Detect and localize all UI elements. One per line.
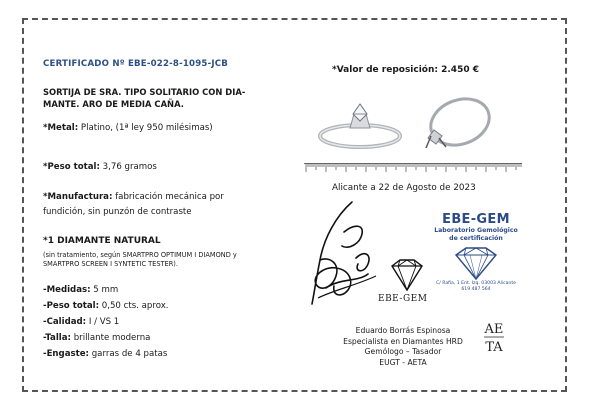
quality-value: I / VS 1	[86, 317, 120, 327]
item-description: SORTIJA DE SRA. TIPO SOLITARIO CON DIA-MANTE. ARO DE MEDIA CAÑA.	[43, 87, 246, 109]
cut-line	[43, 334, 150, 343]
signature-block	[328, 326, 478, 368]
diamond-heading: *1 DIAMANTE NATURAL	[43, 236, 161, 246]
measures-line	[43, 286, 118, 295]
cut-label: -Talla:	[43, 333, 71, 343]
weight-line	[43, 163, 157, 172]
metal-label: *Metal:	[43, 123, 79, 133]
manufacture-value: fabricación mecánica por	[112, 192, 224, 202]
signer-title: Especialista en Diamantes HRD	[343, 336, 463, 346]
ruler	[304, 154, 522, 172]
svg-text:AE: AE	[484, 322, 504, 337]
lab-subtitle-1: Laboratorio Gemológico	[434, 227, 518, 234]
certificate-number: CERTIFICADO Nº EBE-022-8-1095-JCB	[43, 59, 229, 69]
signer-affiliation: EUGT - AETA	[379, 357, 427, 367]
lab-phone: 619 487 564	[461, 287, 491, 292]
measures-value: 5 mm	[90, 285, 119, 295]
aeta-logo	[482, 318, 506, 356]
lab-address: C/ Rafia, 1 Ent. Izq. 03003 Alicante	[436, 281, 516, 286]
lab-subtitle-2: de certificación	[449, 234, 503, 242]
metal-line	[43, 124, 213, 133]
place-date: Alicante a 22 de Agosto de 2023	[332, 183, 476, 193]
diamond-icon	[386, 258, 428, 292]
measures-label: -Medidas:	[43, 285, 91, 295]
diamond-weight-value: 0,50 cts. aprox.	[99, 301, 169, 311]
diamond-weight-line	[43, 302, 169, 311]
setting-value: garras de 4 patas	[89, 349, 168, 359]
weight-value: 3,76 gramos	[99, 162, 157, 172]
metal-value: Platino, (1ª ley 950 milésimas)	[78, 123, 213, 133]
manufacture-line-2: fundición, sin punzón de contraste	[43, 207, 192, 217]
quality-label: -Calidad:	[43, 317, 87, 327]
setting-line	[43, 350, 167, 359]
lab-name: EBE-GEM	[442, 212, 510, 227]
quality-line	[43, 318, 119, 327]
diamond-weight-label: -Peso total:	[43, 301, 100, 311]
signer-name: Eduardo Borrás Espinosa	[355, 326, 451, 335]
svg-text:TA: TA	[485, 340, 503, 355]
weight-label: *Peso total:	[43, 162, 100, 172]
manufacture-line	[43, 193, 224, 202]
replacement-value: *Valor de reposición: 2.450 €	[332, 65, 479, 75]
diamond-note: (sin tratamiento, según SMARTPRO OPTIMUM I DIAMOND y SMARTPRO SCREEN I SYNTETIC TESTER).	[43, 251, 237, 268]
signer-role: Gemólogo – Tasador	[364, 347, 442, 357]
brand-small: EBE-GEM	[378, 294, 428, 304]
manufacture-label: *Manufactura:	[43, 192, 113, 202]
cut-value: brillante moderna	[70, 333, 151, 343]
lab-diamond-icon	[450, 245, 502, 281]
setting-label: -Engaste:	[43, 349, 89, 359]
lab-logo	[426, 212, 526, 293]
